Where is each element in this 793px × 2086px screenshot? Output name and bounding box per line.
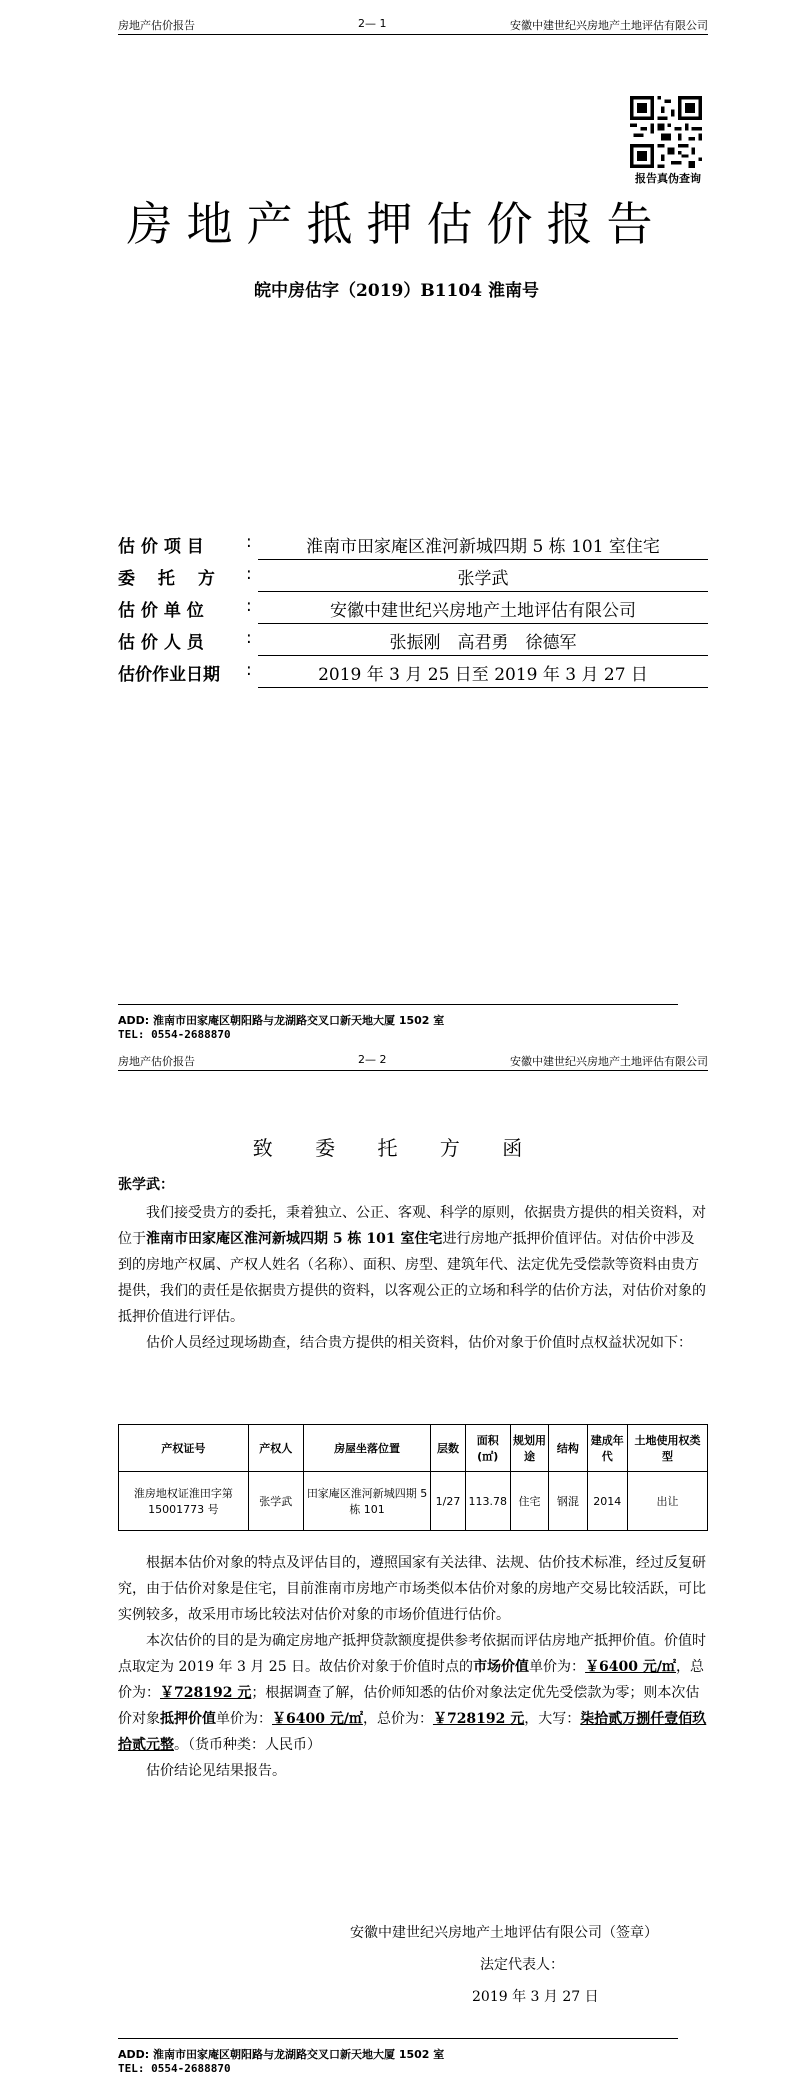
letter-page	[0, 1050, 793, 2086]
letter-body-top	[118, 1200, 708, 1356]
field-label: 估 价 人 员	[118, 633, 204, 653]
amount-in-words: 柒拾贰万捌仟壹佰玖拾贰元整	[118, 1711, 707, 1753]
paragraph-2: 估价人员经过现场勘查，结合贵方提供的相关资料，估价对象于价值时点权益状况如下：	[146, 1335, 692, 1351]
mortgage-unit-price: ￥6400 元/㎡	[272, 1711, 363, 1727]
field-value: 安徽中建世纪兴房地产土地评估有限公司	[258, 596, 708, 624]
field-label: 估价作业日期	[118, 665, 220, 685]
document-number: 皖中房估字（2019）B1104 淮南号	[254, 281, 539, 301]
field-value: 2019 年 3 月 25 日至 2019 年 3 月 27 日	[258, 660, 708, 688]
market-total-price: ￥728192 元	[160, 1685, 252, 1701]
header-page-number: 2— 1	[358, 17, 387, 30]
qr-code-icon[interactable]	[630, 96, 702, 168]
mortgage-total-price: ￥728192 元	[432, 1711, 525, 1727]
footer-address: ADD: 淮南市田家庵区朝阳路与龙湖路交叉口新天地大厦 1502 室	[118, 1014, 445, 1027]
field-label: 估 价 项 目	[118, 537, 204, 557]
field-row-dates: 估价作业日期 : 2019 年 3 月 25 日至 2019 年 3 月 27 日	[118, 658, 718, 688]
footer-address: ADD: 淮南市田家庵区朝阳路与龙湖路交叉口新天地大厦 1502 室	[118, 2048, 445, 2061]
field-value: 张振刚 高君勇 徐德军	[258, 628, 708, 656]
page-header	[118, 1050, 708, 1071]
signer-company: 安徽中建世纪兴房地产土地评估有限公司（签章）	[350, 1925, 658, 1941]
report-title: 房地产抵押估价报告	[126, 197, 667, 251]
paragraph-3: 根据本估价对象的特点及评估目的，遵照国家有关法律、法规、估价技术标准，经过反复研究，由于估价对象是住宅，目前淮南市房地产市场类似本估价对象的房地产交易比较活跃，可比实例较多，故采用市场比较法对估价对象的市场价值进行估价。	[118, 1555, 706, 1623]
letter-title: 致 委 托 方 函	[252, 1136, 541, 1160]
signature-date: 2019 年 3 月 27 日	[472, 1989, 599, 2005]
header-left: 房地产估价报告	[118, 19, 195, 32]
qr-caption: 报告真伪查询	[635, 172, 701, 185]
field-row-appraisers: 估 价 人 员 : 张振刚 高君勇 徐德军	[118, 626, 718, 656]
field-row-client: 委 托 方 : 张学武	[118, 562, 718, 592]
header-right: 安徽中建世纪兴房地产土地评估有限公司	[510, 19, 708, 32]
field-row-unit: 估 价 单 位 : 安徽中建世纪兴房地产土地评估有限公司	[118, 594, 718, 624]
market-unit-price: ￥6400 元/㎡	[585, 1659, 677, 1675]
paragraph-5: 估价结论见结果报告。	[146, 1763, 286, 1779]
property-address: 淮南市田家庵区淮河新城四期 5 栋 101 室住宅	[146, 1231, 443, 1247]
property-table	[118, 1424, 708, 1531]
field-value: 张学武	[258, 564, 708, 592]
paragraph-1: 我们接受贵方的委托，秉着独立、公正、客观、科学的原则，依据贵方提供的相关资料，对位于淮南市田家庵区淮河新城四期 5 栋 101 室住宅进行房地产抵押价值评估。对估价中涉及到的房地产权属、产权人姓名（名称）、面积、房型、建筑年代、法定优先受偿款等资料由贵方提供，我们的责任是依据贵方提供的资料，以客观公正的立场和科学的估价方法，对估价对象的抵押价值进行评估。	[118, 1205, 706, 1325]
footer-tel: TEL: 0554-2688870	[118, 2062, 231, 2075]
header-left: 房地产估价报告	[118, 1055, 195, 1068]
header-right: 安徽中建世纪兴房地产土地评估有限公司	[510, 1055, 708, 1068]
footer-tel: TEL: 0554-2688870	[118, 1028, 231, 1041]
paragraph-4: 本次估价的目的是为确定房地产抵押贷款额度提供参考依据而评估房地产抵押价值。价值时点取定为 2019 年 3 月 25 日。故估价对象于价值时点的市场价值单价为：￥6400 元/㎡，总价为：￥728192 元；根据调查了解，估价师知悉的估价对象法定优先受偿款为零；则本次估价对象抵押价值单价为：￥6400 元/㎡，总价为：￥728192 元，大写：柒拾贰万捌仟壹佰玖拾贰元整。（货币种类：人民币）	[118, 1633, 707, 1753]
salutation: 张学武：	[118, 1177, 174, 1193]
table-header-row: 产权证号 产权人 房屋坐落位置 层数 面积(㎡) 规划用途 结构 建成年代 土地使用权类型	[119, 1425, 708, 1472]
page-header	[118, 14, 708, 35]
field-value: 淮南市田家庵区淮河新城四期 5 栋 101 室住宅	[258, 532, 708, 560]
field-row-project: 估 价 项 目 : 淮南市田家庵区淮河新城四期 5 栋 101 室住宅	[118, 530, 718, 560]
letter-body-bottom	[118, 1550, 708, 1784]
field-label: 估 价 单 位	[118, 601, 204, 621]
table-row: 淮房地权证淮田字第 15001773 号 张学武 田家庵区淮河新城四期 5 栋 101 1/27 113.78 住宅 钢混 2014 出让	[119, 1472, 708, 1531]
header-page-number: 2— 2	[358, 1053, 387, 1066]
legal-representative: 法定代表人：	[480, 1957, 564, 1973]
field-label: 委 托 方	[118, 569, 215, 589]
